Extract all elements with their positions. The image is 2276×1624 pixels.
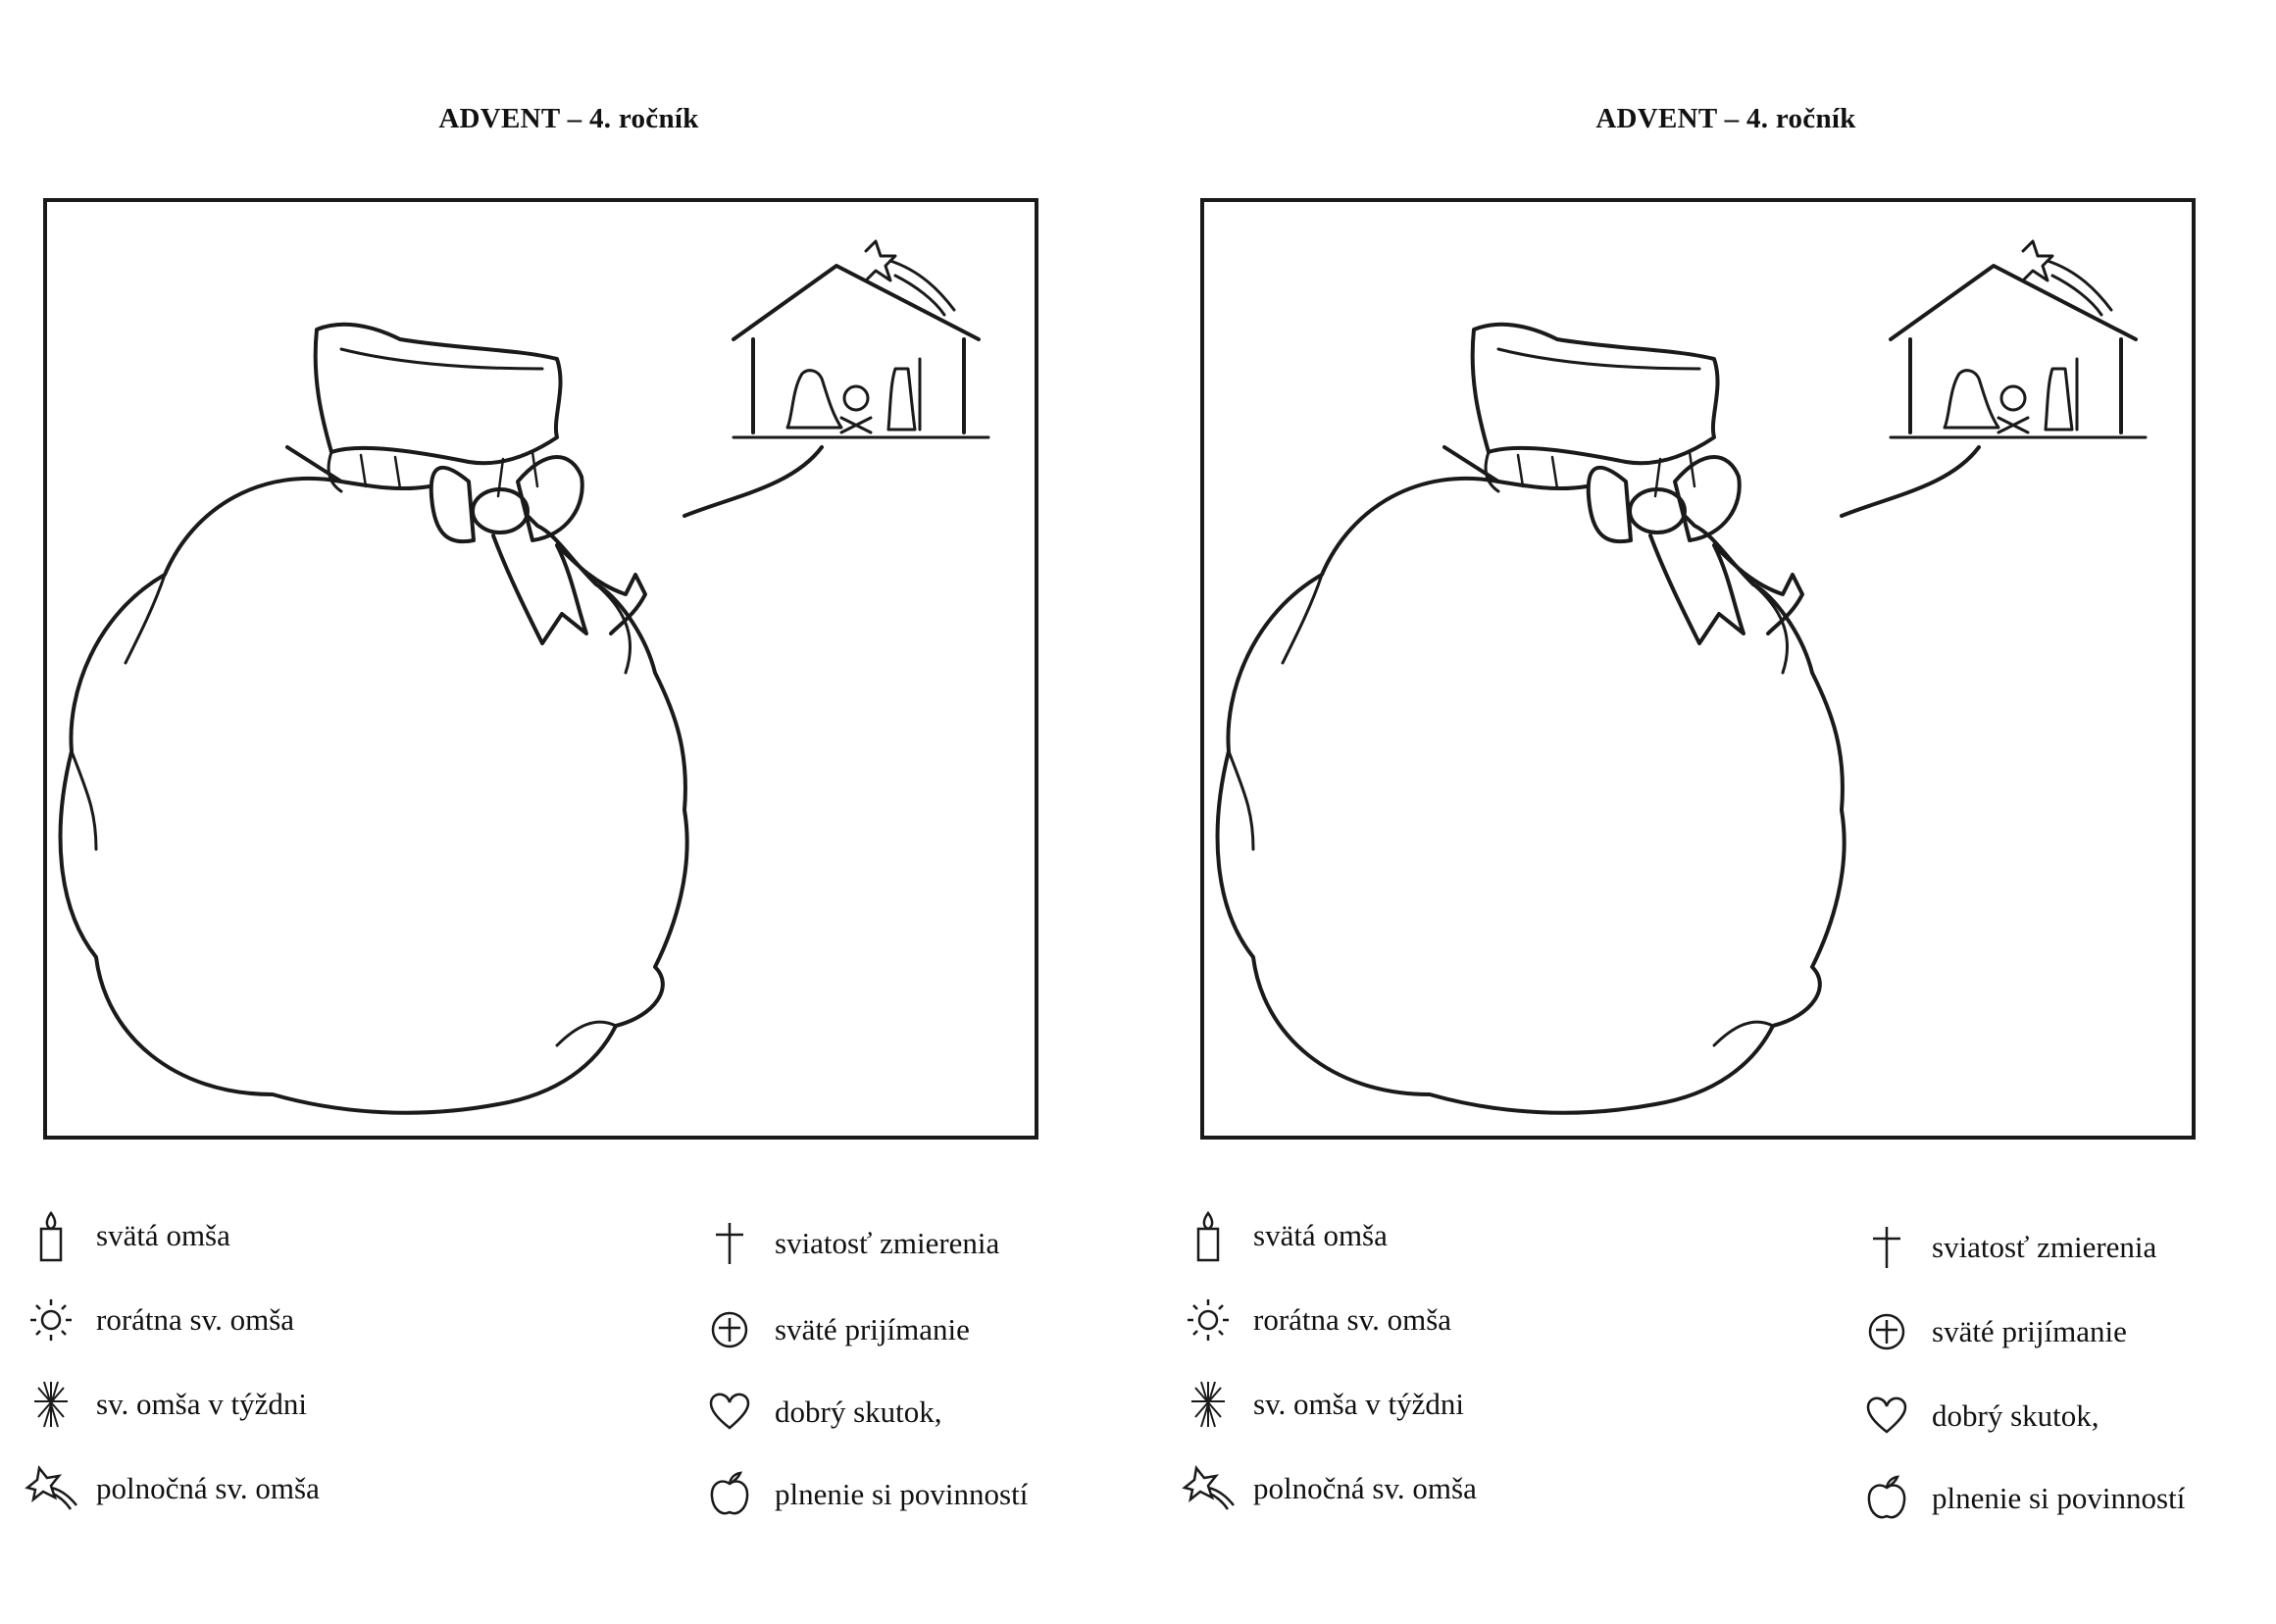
sack-illustration	[1204, 202, 2192, 1136]
legend-item	[698, 1467, 1028, 1522]
drawing-frame	[1200, 198, 2196, 1140]
legend-label: dobrý skutok,	[775, 1395, 942, 1429]
legend-label: svätá omša	[1253, 1218, 1388, 1252]
legend-item	[1177, 1293, 1451, 1347]
legend-item	[20, 1377, 307, 1432]
legend-label: plnenie si povinností	[775, 1477, 1029, 1511]
legend-label: rorátna sv. omša	[1253, 1302, 1452, 1337]
sack-illustration	[47, 202, 1035, 1136]
legend-item	[698, 1302, 970, 1357]
legend-item	[1855, 1304, 2127, 1359]
legend-item	[698, 1216, 999, 1271]
legend-item	[1855, 1389, 2099, 1444]
worksheet-right	[1157, 0, 2276, 1624]
page-title: ADVENT – 4. ročník	[1595, 103, 1856, 134]
legend-item	[1177, 1208, 1388, 1263]
sun-icon	[1177, 1293, 1239, 1347]
sparkle-cross-icon	[1177, 1377, 1239, 1432]
shooting-star-icon	[1177, 1461, 1239, 1516]
circled-cross-icon	[1855, 1304, 1918, 1359]
legend-label: sv. omša v týždni	[1253, 1387, 1464, 1421]
heart-icon	[1855, 1389, 1918, 1444]
sun-icon	[20, 1293, 82, 1347]
candle-icon	[1177, 1208, 1239, 1263]
legend-label: plnenie si povinností	[1932, 1481, 2186, 1515]
legend-item	[20, 1293, 294, 1347]
drawing-frame	[43, 198, 1038, 1140]
shooting-star-icon	[20, 1461, 82, 1516]
legend-label: rorátna sv. omša	[96, 1302, 295, 1337]
legend-label: polnočná sv. omša	[96, 1471, 320, 1505]
legend-label: sviatosť zmierenia	[1932, 1230, 2157, 1264]
heart-icon	[698, 1385, 761, 1440]
legend-label: sviatosť zmierenia	[775, 1226, 1000, 1260]
legend-label: svätá omša	[96, 1218, 230, 1252]
legend-item	[1855, 1471, 2185, 1526]
legend-label: sväté prijímanie	[1932, 1314, 2127, 1348]
cross-icon	[1855, 1220, 1918, 1275]
legend-item	[1177, 1461, 1477, 1516]
legend-label: dobrý skutok,	[1932, 1398, 2099, 1433]
page-title: ADVENT – 4. ročník	[438, 103, 699, 134]
legend-item	[1855, 1220, 2156, 1275]
legend-label: sväté prijímanie	[775, 1312, 970, 1346]
sparkle-cross-icon	[20, 1377, 82, 1432]
apple-icon	[1855, 1471, 1918, 1526]
legend-label: sv. omša v týždni	[96, 1387, 307, 1421]
legend-label: polnočná sv. omša	[1253, 1471, 1477, 1505]
legend-item	[1177, 1377, 1464, 1432]
cross-icon	[698, 1216, 761, 1271]
apple-icon	[698, 1467, 761, 1522]
legend-item	[698, 1385, 942, 1440]
candle-icon	[20, 1208, 82, 1263]
legend-item	[20, 1208, 230, 1263]
circled-cross-icon	[698, 1302, 761, 1357]
legend-item	[20, 1461, 320, 1516]
